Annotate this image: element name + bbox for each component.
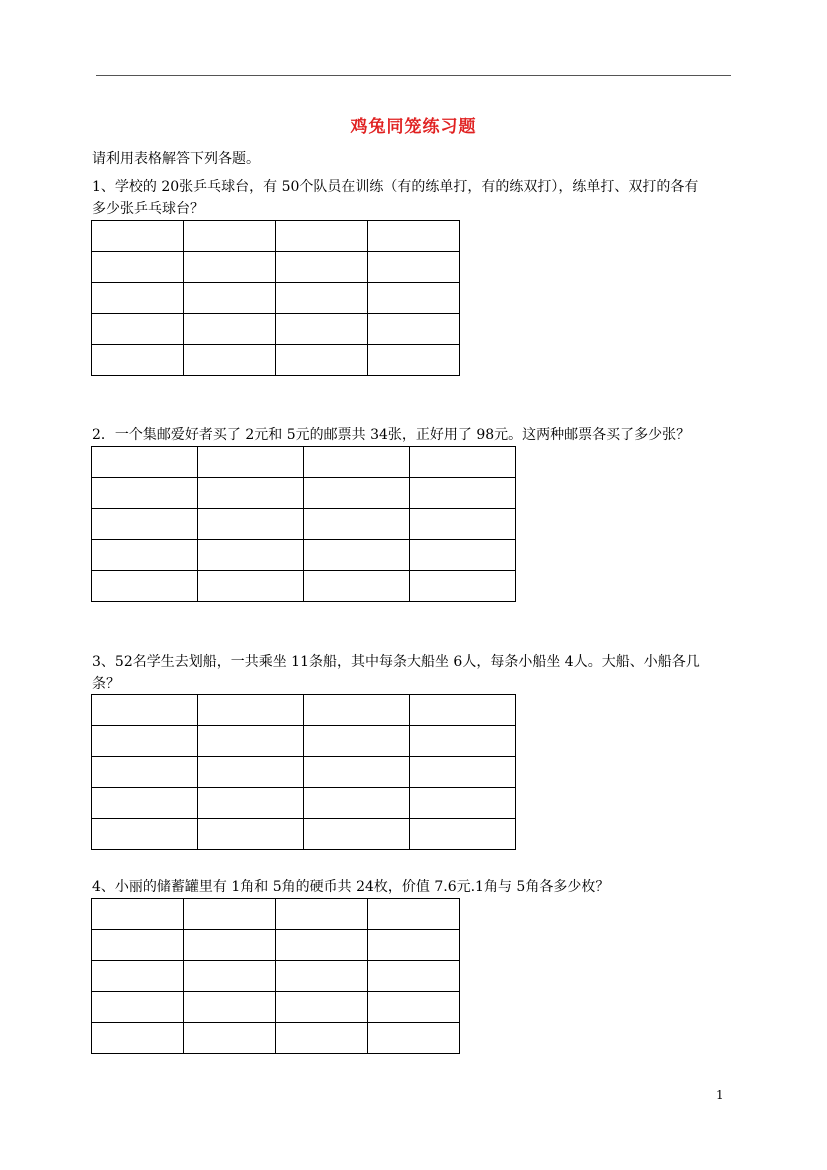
table-cell	[184, 345, 276, 376]
table-row	[92, 726, 516, 757]
table-cell	[198, 695, 304, 726]
table-row	[92, 961, 460, 992]
table-cell	[276, 345, 368, 376]
table-row	[92, 314, 460, 345]
table-cell	[304, 726, 410, 757]
table-cell	[276, 252, 368, 283]
problem-2-line-1: 2．一个集邮爱好者买了 2元和 5元的邮票共 34张，正好用了 98元。这两种邮票各买了多少张？	[92, 427, 691, 443]
table-cell	[410, 819, 516, 850]
table-cell	[184, 1023, 276, 1054]
table-row	[92, 788, 516, 819]
problem-4-line-1: 4、小丽的储蓄罐里有 1角和 5角的硬币共 24枚，价值 7.6元.1角与 5角各多少枚？	[92, 879, 610, 895]
table-cell	[92, 930, 184, 961]
problem-1-line-2: 多少张乒乓球台？	[92, 201, 204, 217]
table-cell	[198, 447, 304, 478]
table-cell	[92, 726, 198, 757]
table-cell	[276, 314, 368, 345]
table-cell	[368, 345, 460, 376]
table-cell	[198, 478, 304, 509]
table-cell	[184, 899, 276, 930]
table-cell	[304, 478, 410, 509]
table-cell	[368, 221, 460, 252]
table-cell	[304, 509, 410, 540]
table-cell	[410, 478, 516, 509]
table-cell	[304, 695, 410, 726]
table-cell	[92, 788, 198, 819]
table-cell	[92, 899, 184, 930]
table-row	[92, 221, 460, 252]
table-cell	[304, 571, 410, 602]
table-cell	[92, 478, 198, 509]
table-row	[92, 899, 460, 930]
table-cell	[368, 899, 460, 930]
table-row	[92, 1023, 460, 1054]
table-cell	[92, 695, 198, 726]
table-cell	[410, 726, 516, 757]
problem-3-line-1: 3、52名学生去划船，一共乘坐 11条船，其中每条大船坐 6人，每条小船坐 4人。大船、小船各几	[92, 654, 700, 670]
table-row	[92, 571, 516, 602]
table-cell	[276, 930, 368, 961]
table-row	[92, 695, 516, 726]
table-cell	[410, 757, 516, 788]
table-cell	[276, 961, 368, 992]
table-row	[92, 478, 516, 509]
table-cell	[92, 345, 184, 376]
table-cell	[304, 788, 410, 819]
table-row	[92, 252, 460, 283]
table-cell	[184, 314, 276, 345]
table-row	[92, 540, 516, 571]
table-cell	[368, 992, 460, 1023]
table-cell	[92, 819, 198, 850]
table-row	[92, 819, 516, 850]
table-cell	[368, 314, 460, 345]
table-cell	[184, 992, 276, 1023]
table-row	[92, 447, 516, 478]
table-cell	[368, 961, 460, 992]
table-cell	[184, 961, 276, 992]
table-row	[92, 345, 460, 376]
table-cell	[304, 819, 410, 850]
table-row	[92, 509, 516, 540]
table-cell	[304, 757, 410, 788]
table-cell	[304, 447, 410, 478]
table-cell	[198, 540, 304, 571]
problem-3-line-2: 条？	[92, 676, 120, 692]
table-row	[92, 757, 516, 788]
table-cell	[92, 221, 184, 252]
header-rule	[96, 75, 731, 76]
table-cell	[92, 1023, 184, 1054]
problem-2-answer-table	[91, 446, 516, 602]
table-cell	[410, 509, 516, 540]
problem-1-answer-table	[91, 220, 460, 376]
table-cell	[410, 447, 516, 478]
table-cell	[198, 757, 304, 788]
table-cell	[304, 540, 410, 571]
problem-1-line-1: 1、学校的 20张乒乓球台，有 50个队员在训练（有的练单打，有的练双打），练单打、双打的各有	[92, 179, 699, 195]
table-cell	[92, 757, 198, 788]
table-cell	[198, 509, 304, 540]
table-cell	[184, 283, 276, 314]
table-cell	[92, 571, 198, 602]
table-row	[92, 283, 460, 314]
table-cell	[198, 726, 304, 757]
table-cell	[368, 930, 460, 961]
table-cell	[410, 788, 516, 819]
table-cell	[92, 447, 198, 478]
table-cell	[276, 283, 368, 314]
table-cell	[92, 540, 198, 571]
table-cell	[92, 252, 184, 283]
table-cell	[410, 695, 516, 726]
table-cell	[92, 509, 198, 540]
table-cell	[368, 252, 460, 283]
table-cell	[198, 788, 304, 819]
table-cell	[368, 1023, 460, 1054]
table-cell	[92, 992, 184, 1023]
table-cell	[410, 571, 516, 602]
table-row	[92, 992, 460, 1023]
table-cell	[198, 819, 304, 850]
table-cell	[92, 961, 184, 992]
table-cell	[184, 930, 276, 961]
table-cell	[92, 283, 184, 314]
table-cell	[276, 221, 368, 252]
table-cell	[276, 1023, 368, 1054]
table-cell	[276, 899, 368, 930]
table-cell	[184, 252, 276, 283]
problem-3-answer-table	[91, 694, 516, 850]
table-row	[92, 930, 460, 961]
instruction-text: 请利用表格解答下列各题。	[92, 151, 260, 167]
page-number: 1	[716, 1088, 724, 1102]
table-cell	[368, 283, 460, 314]
table-cell	[92, 314, 184, 345]
problem-4-answer-table	[91, 898, 460, 1054]
table-cell	[410, 540, 516, 571]
table-cell	[276, 992, 368, 1023]
page-title: 鸡兔同笼练习题	[350, 117, 477, 137]
table-cell	[184, 221, 276, 252]
table-cell	[198, 571, 304, 602]
